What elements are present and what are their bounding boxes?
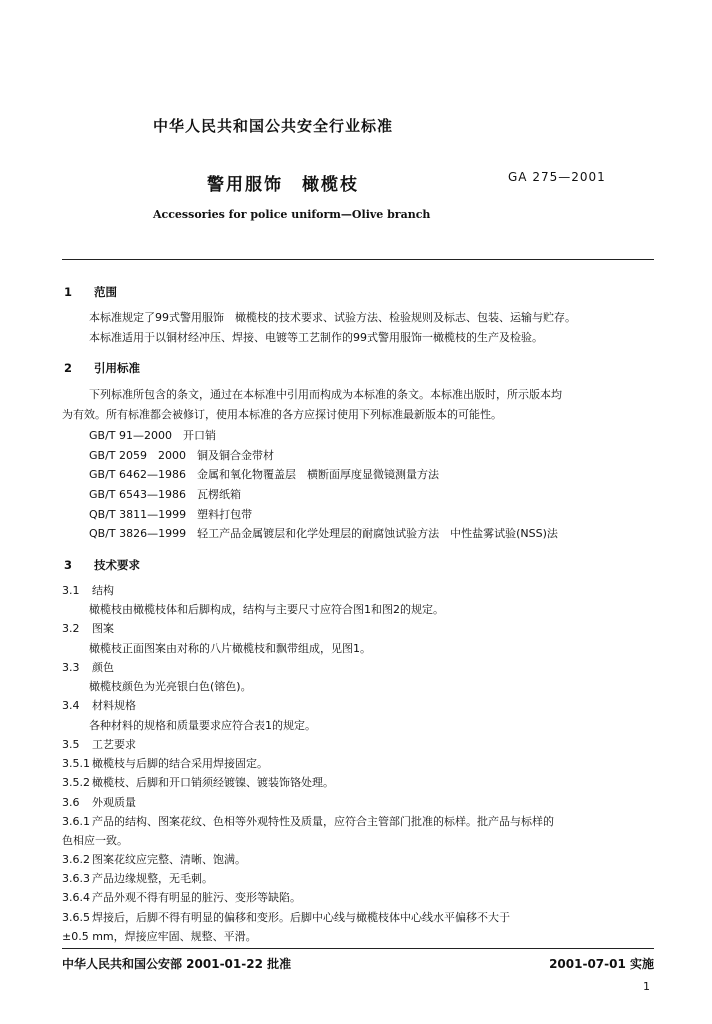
clause-3-4-heading: 3.4 材料规格 [62,699,136,712]
clause-3-6-2: 3.6.2 图案花纹应完整、清晰、饱满。 [62,853,246,866]
clause-3-5-heading: 3.5 工艺要求 [62,738,136,751]
english-title: Accessories for police uniform—Olive branch [153,208,431,221]
clause-3-6-4: 3.6.4 产品外观不得有明显的脏污、变形等缺陷。 [62,891,301,904]
page-number: 1 [643,980,650,993]
clause-3-6-1-line-2: 色相应一致。 [62,834,128,847]
clause-3-4-text: 各种材料的规格和质量要求应符合表1的规定。 [89,719,316,732]
clause-3-2-text: 橄榄枝正面图案由对称的八片橄榄枝和飘带组成，见图1。 [89,642,371,655]
section-2-heading: 2 引用标准 [64,361,140,375]
section-1-para-2: 本标准适用于以铜材经冲压、焊接、电镀等工艺制作的99式警用服饰一橄榄枝的生产及检验。 [89,331,543,344]
clause-3-1-text: 橄榄枝由橄榄枝体和后脚构成，结构与主要尺寸应符合图1和图2的规定。 [89,603,444,616]
section-3-heading: 3 技术要求 [64,558,140,572]
clause-3-2-heading: 3.2 图案 [62,622,114,635]
header-divider [62,259,654,260]
clause-3-6-5-line-1: 3.6.5 焊接后，后脚不得有明显的偏移和变形。后脚中心线与橄榄枝体中心线水平偏移不大于 [62,911,510,924]
clause-3-5-2: 3.5.2 橄榄枝、后脚和开口销须经镀镍、镀装饰铬处理。 [62,776,334,789]
clause-3-6-3: 3.6.3 产品边缘规整，无毛刺。 [62,872,213,885]
implementation-date: 2001-07-01 实施 [549,957,654,971]
reference-item: GB/T 6462—1986 金属和氧化物覆盖层 横断面厚度显微镜测量方法 [89,468,439,481]
issuing-organization: 中华人民共和国公共安全行业标准 [153,117,394,135]
footer-divider [62,948,654,949]
document-title: 警用服饰 橄榄枝 [207,175,359,195]
reference-item: GB/T 91—2000 开口销 [89,429,216,442]
clause-3-6-1-line-1: 3.6.1 产品的结构、图案花纹、色相等外观特性及质量，应符合主管部门批准的标样。批产品与标样的 [62,815,554,828]
section-2-para-line-1: 下列标准所包含的条文，通过在本标准中引用而构成为本标准的条文。本标准出版时，所示版本均 [89,388,562,401]
section-2-para-line-2: 为有效。所有标准都会被修订，使用本标准的各方应探讨使用下列标准最新版本的可能性。 [62,408,502,421]
reference-item: GB/T 2059 2000 铜及铜合金带材 [89,449,274,462]
clause-3-3-heading: 3.3 颜色 [62,661,114,674]
reference-item: GB/T 6543—1986 瓦楞纸箱 [89,488,241,501]
clause-3-1-heading: 3.1 结构 [62,584,114,597]
section-1-para-1: 本标准规定了99式警用服饰 橄榄枝的技术要求、试验方法、检验规则及标志、包装、运输与贮存。 [89,311,576,324]
clause-3-6-5-line-2: ±0.5 mm，焊接应牢固、规整、平滑。 [62,930,257,943]
clause-3-5-1: 3.5.1 橄榄枝与后脚的结合采用焊接固定。 [62,757,268,770]
reference-item: QB/T 3826—1999 轻工产品金属镀层和化学处理层的耐腐蚀试验方法 中性盐雾试验(NSS)法 [89,527,558,540]
clause-3-6-heading: 3.6 外观质量 [62,796,136,809]
approval-line: 中华人民共和国公安部 2001-01-22 批准 [62,957,292,971]
standard-code: GA 275—2001 [508,170,606,184]
clause-3-3-text: 橄榄枝颜色为光亮银白色(镕色)。 [89,680,252,693]
reference-item: QB/T 3811—1999 塑料打包带 [89,508,253,521]
section-1-heading: 1 范围 [64,285,117,299]
